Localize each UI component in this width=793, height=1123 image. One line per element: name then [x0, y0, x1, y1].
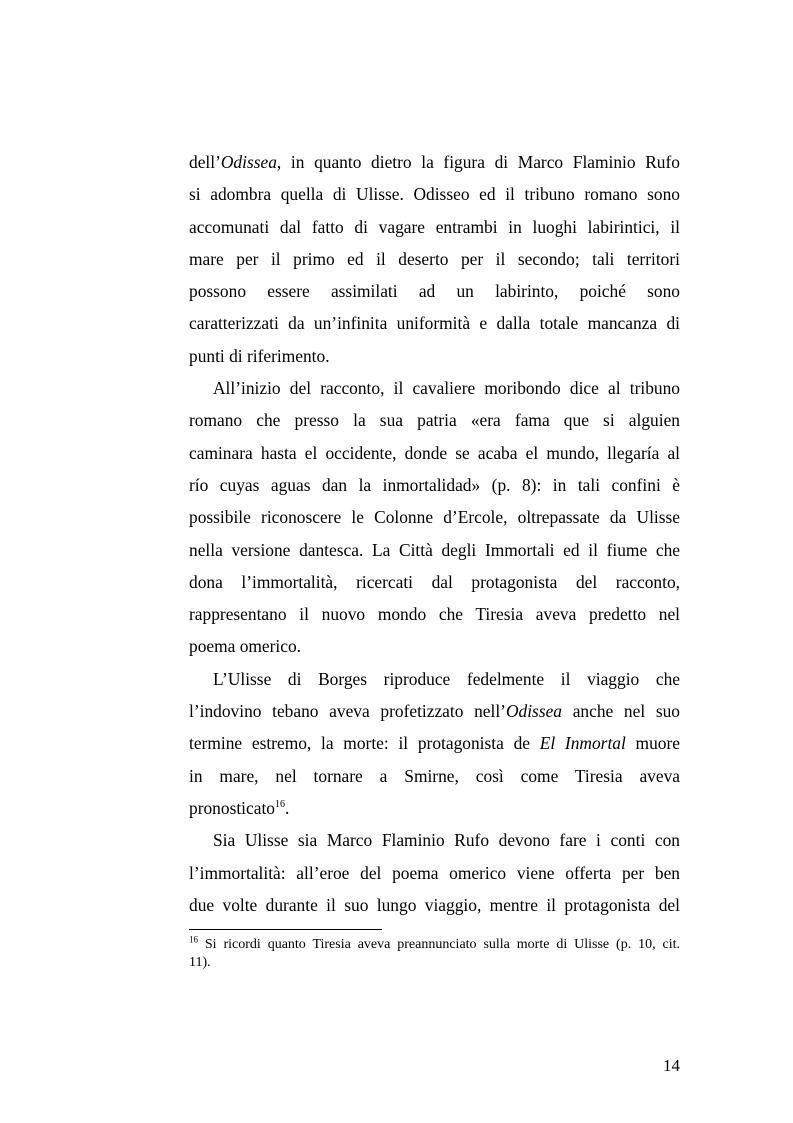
text-line: nella versione dantesca. La Città degli Immortali ed il fiume che	[189, 539, 680, 560]
footnote-reference[interactable]: 16	[274, 799, 285, 811]
text-line: río cuyas aguas dan la inmortalidad» (p. 8): in tali confini è	[189, 474, 680, 495]
text-line: si adombra quella di Ulisse. Odisseo ed il tribuno romano sono	[189, 184, 680, 205]
footnote-line	[189, 936, 680, 954]
text-line: accomunati dal fatto di vagare entrambi in luoghi labirintici, il	[189, 216, 680, 237]
text-line	[189, 727, 680, 759]
text-line: caminara hasta el occidente, donde se acaba el mundo, llegaría al	[189, 442, 680, 463]
text-line: caratterizzati da un’infinita uniformità e dalla totale mancanza di	[189, 313, 680, 334]
text-line: in mare, nel tornare a Smirne, così come Tiresia aveva	[189, 765, 680, 786]
italic-title-odissea: Odissea	[220, 152, 277, 172]
body-text	[189, 146, 680, 921]
text-run: l’indovino tebano aveva profetizzato nell’	[189, 701, 506, 722]
text-line: All’inizio del racconto, il cavaliere moribondo dice al tribuno	[213, 378, 680, 399]
footnote-line: 11).	[189, 955, 211, 970]
paragraph-1	[189, 146, 680, 372]
text-run: muore	[625, 733, 680, 754]
paragraph-2	[189, 372, 680, 663]
footnote-text: Si ricordi quanto Tiresia aveva preannunciato sulla morte di Ulisse (p. 10, cit.	[198, 937, 680, 952]
text-line: poema omerico.	[189, 636, 302, 657]
page-number: 14	[663, 1056, 680, 1075]
text-line: possibile riconoscere le Colonne d’Ercole, oltrepassate da Ulisse	[189, 507, 680, 528]
italic-title-el-inmortal: El Inmortal	[539, 733, 626, 754]
text-run: , in quanto dietro la figura di Marco Flaminio Rufo	[276, 152, 680, 172]
italic-title-odissea: Odissea	[505, 701, 563, 722]
paragraph-3	[189, 663, 680, 824]
text-run: dell’	[189, 152, 221, 172]
text-run: pronosticato	[189, 797, 275, 818]
text-line: possono essere assimilati ad un labirinto, poiché sono	[189, 281, 680, 302]
text-line: l’immortalità: all’eroe del poema omerico viene offerta per ben	[189, 862, 680, 883]
text-line: mare per il primo ed il deserto per il secondo; tali territori	[189, 248, 680, 269]
text-run: .	[284, 797, 290, 818]
text-line: due volte durante il suo lungo viaggio, mentre il protagonista del	[189, 894, 680, 915]
text-line	[189, 695, 680, 727]
text-line: romano che presso la sua patria «era fama que si alguien	[189, 410, 680, 431]
text-line: punti di riferimento.	[189, 345, 330, 366]
footnote-number: 16	[189, 934, 198, 945]
text-run: termine estremo, la morte: il protagonista de	[189, 733, 540, 754]
text-line	[189, 792, 680, 824]
text-line: rappresentano il nuovo mondo che Tiresia aveva predetto nel	[189, 604, 680, 625]
paragraph-4	[189, 824, 680, 921]
text-line	[189, 146, 680, 178]
text-run: anche nel suo	[562, 701, 680, 722]
text-line: L’Ulisse di Borges riproduce fedelmente il viaggio che	[213, 668, 680, 689]
text-line: dona l’immortalità, ricercati dal protagonista del racconto,	[189, 571, 680, 592]
footnote	[189, 936, 680, 972]
text-line: Sia Ulisse sia Marco Flaminio Rufo devono fare i conti con	[213, 830, 680, 851]
footnote-separator	[189, 929, 382, 930]
